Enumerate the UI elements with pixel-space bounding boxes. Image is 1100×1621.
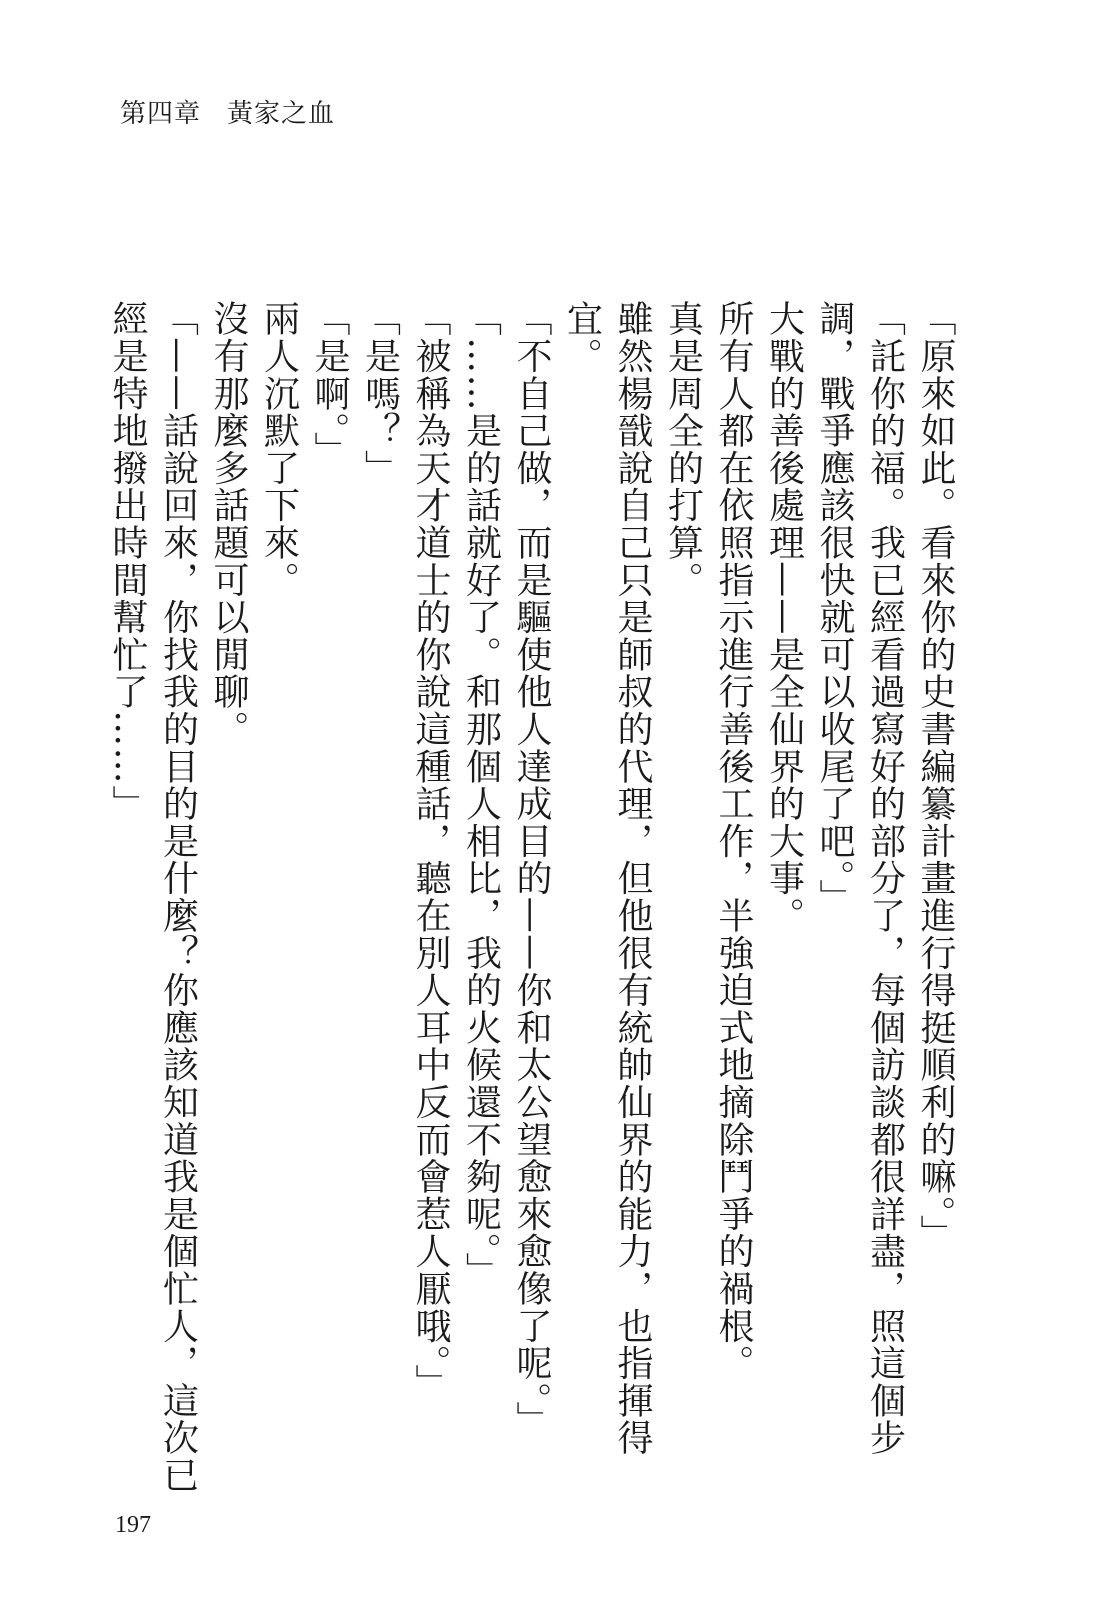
chapter-title: 黃家之血 (227, 99, 336, 129)
paragraph: 「被稱為天才道士的你說這種話，聽在別人耳中反而會惹人厭哦。」 (410, 300, 451, 1401)
paragraph: 所有人都在依照指示進行善後工作，半強迫式地摘除鬥爭的禍根。 (713, 300, 754, 1382)
chapter-header (120, 93, 335, 130)
paragraph: 「是嗎？」 (359, 300, 401, 487)
paragraph: 真是周全的打算。 (662, 300, 704, 599)
paragraph: 「……是的話就好了。和那個人相比，我的火候還不夠呢。」 (460, 300, 502, 1290)
paragraph: 兩人沉默了下來。 (258, 300, 300, 599)
paragraph: 「——話說回來，你找我的目的是什麼？你應該知道我是個忙人，這次已經是特地撥出時間幫忙了……」 (107, 300, 199, 1494)
paragraph: 「是啊。」 (309, 300, 350, 469)
chapter-number: 第四章 (120, 99, 202, 129)
paragraph: 大戰的善後處理——是全仙界的大事。 (763, 300, 805, 935)
paragraph: 雖然楊戩說自己只是師叔的代理，但他很有統帥仙界的能力，也指揮得宜。 (561, 300, 653, 1457)
vertical-body-text (107, 300, 960, 1500)
paragraph: 「原來如此。看來你的史書編纂計畫進行得挺順利的嘛。」 (915, 300, 956, 1252)
paragraph: 沒有那麼多話題可以閒聊。 (208, 300, 249, 748)
paragraph: 「不自己做，而是驅使他人達成目的——你和太公望愈來愈像了呢。」 (511, 300, 552, 1439)
page-number: 197 (115, 1512, 151, 1538)
paragraph: 「託你的福。我已經看過寫好的部分了，每個訪談都很詳盡，照這個步調，戰爭應該很快就可以收尾了吧。」 (814, 300, 906, 1457)
